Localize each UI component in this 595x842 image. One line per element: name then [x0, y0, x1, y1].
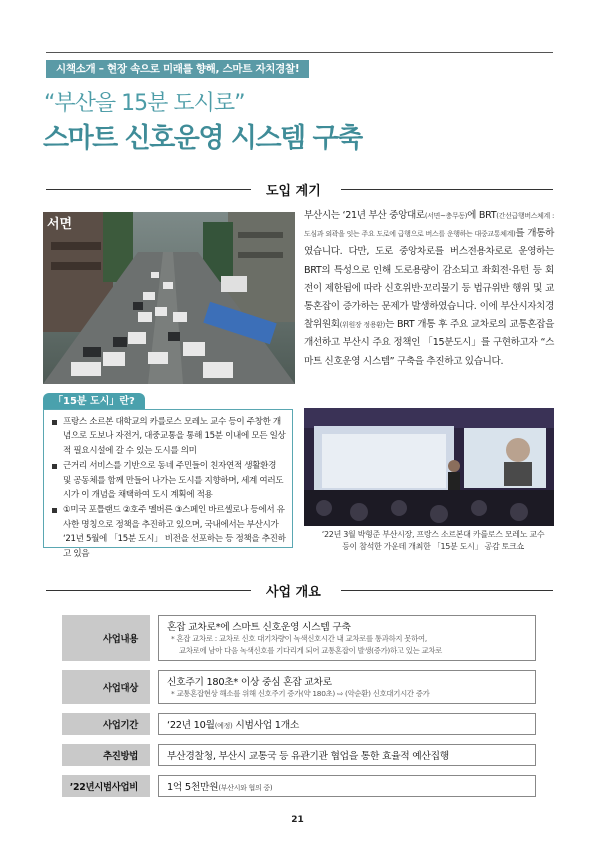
intro-annotation: (간선급행버스체계 : 도심과 외곽을 잇는 주요 도로에 급행으로 버스를 운행하는 대중교통체계)	[304, 212, 554, 239]
row-note: * 혼잡 교차로 : 교차로 신호 대기차량이 녹색신호시간 내 교차로를 통과하지 못하여,	[171, 634, 427, 643]
section-tag: 시책소개 – 현장 속으로 미래를 향해, 스마트 자치경찰!	[46, 60, 309, 78]
page-subtitle: “부산을 15분 도시로”	[44, 91, 245, 116]
top-rule	[46, 52, 553, 53]
section-heading-background: 도입 계기	[266, 184, 321, 199]
photo-location-label: 서면	[47, 217, 73, 232]
row-note: * 교통혼잡현상 해소를 위해 신호주기 증가(약 180초) ⇨ (악순환) 신호대기시간 증가	[171, 689, 430, 698]
intro-text-segment: 에 BRT	[467, 210, 497, 221]
section-rule-left	[46, 590, 251, 591]
section-rule-right	[341, 590, 553, 591]
row-label: 사업대상	[62, 670, 150, 704]
row-value: 1억 5천만원(부산시와 협의 중)	[158, 775, 536, 797]
row-label: ’22년시범사업비	[62, 775, 150, 797]
overview-table	[62, 615, 536, 806]
row-value: ‘22년 10월(예정) 시범사업 1개소	[158, 713, 536, 735]
photo-caption: ‘22년 3월 박형준 부산시장, 프랑스 소르본대 카를로스 모레노 교수 등이 참석한 가운데 개최한 「15분 도시」 공감 토크쇼	[321, 530, 545, 551]
traffic-photo	[43, 212, 295, 384]
overview-row	[62, 615, 536, 661]
info-box	[43, 409, 293, 559]
bullet-square-icon	[52, 420, 57, 425]
info-box-item: 근거리 서비스를 기반으로 동네 주민들이 친자연적 생활환경 및 공동체를 함께 만들어 나가는 도시를 지향하며, 세계 여러도시가 이 개념을 채택하여 도시 계획에 적용	[50, 459, 286, 502]
talk-show-photo	[304, 408, 554, 526]
overview-row	[62, 744, 536, 766]
row-label: 사업기간	[62, 713, 150, 735]
section-rule-right	[341, 189, 553, 190]
intro-text-segment: 부산시는 ‘21년 부산 중앙대로	[304, 210, 425, 221]
page-title: 스마트 신호운영 시스템 구축	[43, 123, 362, 154]
traffic-photo-illustration	[43, 212, 295, 384]
info-box-item: ①미국 포틀랜드 ②호주 멜버른 ③스페인 바르셀로나 등에서 유사한 명칭으로 정책을 추진하고 있으며, 국내에서는 부산시가 ‘21년 5월에 「15분 도시」 비전을 선포하는 등 정책을 추진하고 있음	[50, 503, 286, 561]
row-value: 혼잡 교차로*에 스마트 신호운영 시스템 구축 * 혼잡 교차로 : 교차로 신호 대기차량이 녹색신호시간 내 교차로를 통과하지 못하여, 교차로에 남아 다음 녹색신호를 기다리게 되어 교통혼잡이 발생(증가)하고 있는 교차로	[158, 615, 536, 661]
intro-paragraph	[304, 207, 554, 371]
overview-row	[62, 670, 536, 704]
info-box-item: 프랑스 소르본 대학교의 카를로스 모레노 교수 등이 주창한 개념으로 도보나 자전거, 대중교통을 통해 15분 이내에 모든 일상적 필요시설에 갈 수 있는 도시를 의미	[50, 415, 286, 458]
intro-annotation: (서면~충무동)	[424, 212, 468, 220]
row-value: 부산경찰청, 부산시 교통국 등 유관기관 협업을 통한 효율적 예산집행	[158, 744, 536, 766]
overview-row	[62, 775, 536, 797]
intro-annotation: (위원장 정용환)	[339, 321, 386, 330]
row-note: 교차로에 남아 다음 녹색신호를 기다리게 되어 교통혼잡이 발생(증가)하고 있는 교차로	[179, 646, 442, 655]
section-heading-overview: 사업 개요	[266, 585, 321, 600]
row-label: 추진방법	[62, 744, 150, 766]
overview-row	[62, 713, 536, 735]
row-label: 사업내용	[62, 615, 150, 661]
bullet-square-icon	[52, 508, 57, 513]
bullet-square-icon	[52, 464, 57, 469]
intro-text-segment: 를 개통하였습니다. 다만, 도로 중앙차로를 버스전용차로로 운영하는 BRT의 특성으로 인해 도로용량이 감소되고 좌회전·유턴 등 회전이 제한됨에 따라 신호위반·꼬리물기 등 법규위반 행위 및 교통혼잡이 증가하는 문제가 발생하였습니다. 이에 부산시자치경찰위원회	[304, 228, 554, 331]
info-box-title: 「15분 도시」란?	[43, 393, 145, 410]
talk-show-illustration	[304, 408, 554, 526]
section-rule-left	[46, 189, 251, 190]
row-value: 신호주기 180초* 이상 중심 혼잡 교차로 * 교통혼잡현상 해소를 위해 신호주기 증가(약 180초) ⇨ (악순환) 신호대기시간 증가	[158, 670, 536, 704]
page-number: 21	[291, 815, 304, 825]
intro-text-segment: 는 BRT 개통 후 주요 교차로의 교통혼잡을 개선하고 부산시 주요 정책인 「15분도시」를 구현하고자 “스마트 신호운영 시스템” 구축을 추진하고 있습니다.	[304, 319, 555, 367]
